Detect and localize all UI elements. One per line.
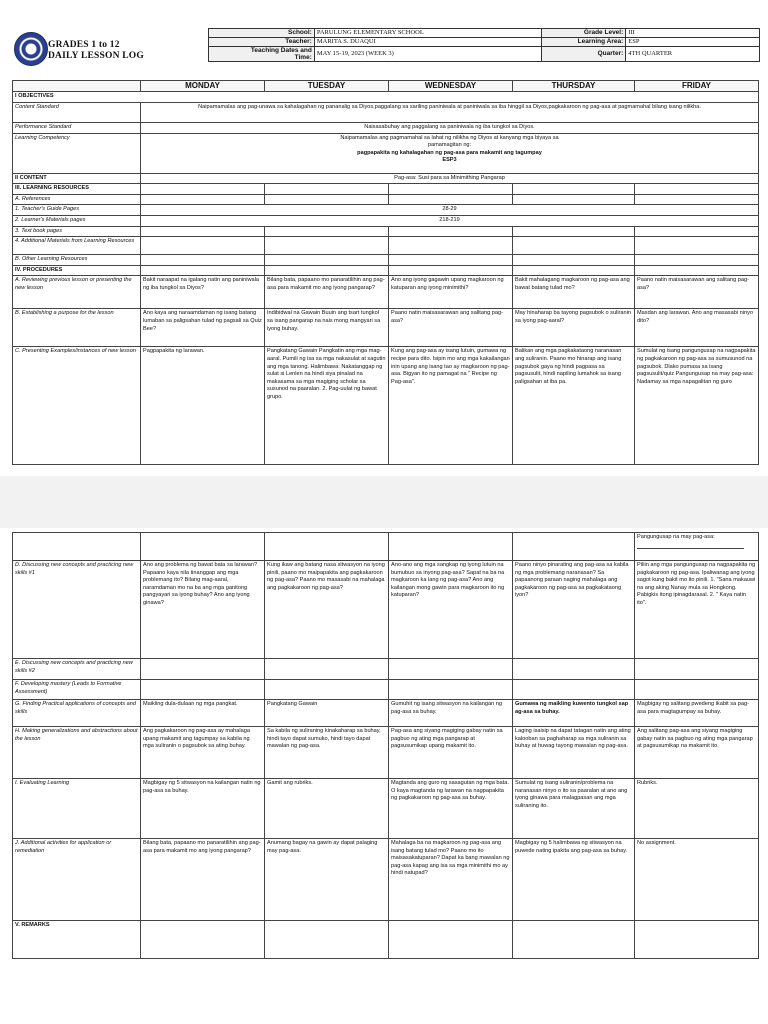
day-header-tuesday: TUESDAY <box>265 81 389 92</box>
page-gap <box>0 476 768 528</box>
learning-competency-text <box>141 133 759 173</box>
learning-resources-heading: III. LEARNING RESOURCES <box>13 184 141 195</box>
learning-area-label: Learning Area: <box>542 38 626 47</box>
teaching-dates-label <box>209 47 315 62</box>
empty-cell <box>513 255 635 266</box>
empty-cell <box>635 226 759 237</box>
procedure-j-label: J. Additional activities for application or remediation <box>13 839 141 921</box>
quarter-label: Quarter: <box>542 47 626 62</box>
procedure-h-wednesday: Pag-asa ang siyang magiging gabay natin sa pagbuo ng ating mga pangarap at pagsusumikap upang makamit ito. <box>389 727 513 779</box>
empty-cell <box>141 226 265 237</box>
empty-cell <box>13 533 141 561</box>
empty-cell <box>141 184 265 195</box>
additional-materials-label: 4. Additional Materials from Learning Resources <box>13 237 141 255</box>
procedure-j-monday: Bilang bata, papaano mo panaratilihin ang pag-asa para makamit mo ang iyong pangarap? <box>141 839 265 921</box>
content-standard-text: Naipamamalas ang pag-unawa sa kahalagahan ng pananalig sa Diyos,paggalang sa sariling paniniwala at paniniwala sa iba hinggil sa Diyos,pagkakaroon ng pag-asa at pagmamahal bilang isang nilikha. <box>141 102 759 122</box>
procedure-b-wednesday: Paano natin maisasarawan ang salitang pag-asa? <box>389 309 513 347</box>
deped-seal-icon <box>14 32 48 66</box>
empty-cell <box>141 237 265 255</box>
day-header-thursday: THURSDAY <box>513 81 635 92</box>
procedure-d-monday: Ano ang problema ng bawat bata sa larawan? Papaano kaya nila tinanggap ang mga problemang ito? Bilang mag-aaral, naramdaman mo na ba ang mga ganitong pangyayari sa iyong buhay? Ano ang iyong ginawa? <box>141 561 265 659</box>
procedure-e-label: E. Discussing new concepts and practicing new skills #2 <box>13 659 141 680</box>
teacher-value: MARITA S. DUAQUI <box>314 38 542 47</box>
empty-cell <box>635 680 759 700</box>
procedure-b-friday: Masdan ang larawan. Ano ang masasabi ninyo dito? <box>635 309 759 347</box>
teaching-dates-value: MAY 15-19, 2023 (WEEK 3) <box>314 47 542 62</box>
empty-cell <box>389 237 513 255</box>
procedures-heading: IV. PROCEDURES <box>13 265 141 276</box>
procedure-i-wednesday: Magtanda ang guro ng sasagutan ng mga bata. O kaya magtanda ng larawan na nagpapakita ng pagkakaroon ng pag-asa sa buhay. <box>389 779 513 839</box>
content-heading: II CONTENT <box>13 173 141 184</box>
empty-cell <box>265 265 389 276</box>
procedure-a-friday: Paano natin maisasarawan ang salitang pag-asa? <box>635 276 759 309</box>
empty-cell <box>265 226 389 237</box>
school-label: School: <box>209 29 315 38</box>
empty-cell <box>635 921 759 959</box>
procedure-g-monday: Maikling dula-dulaan ng mga pangkat. <box>141 700 265 727</box>
empty-cell <box>513 533 635 561</box>
grade-level-value: III <box>626 29 760 38</box>
lesson-log-page-2 <box>0 528 768 1024</box>
procedure-c-tuesday: Pangkatang Gawain Pangkatin ang mga mag-aaral. Pumili ng isa sa mga nakasulat at sagutin ang mga tanong. Halimbawa: Nakatanggap ng sulat si Lenlen na hindi siya pinalad na makasama sa mga magiging scholar sa susunod na paaralan. 2. Pag-uulat ng bawat grupo. <box>265 347 389 465</box>
textbook-pages-label: 3. Text book pages <box>13 226 141 237</box>
empty-cell <box>635 237 759 255</box>
school-value: PARULUNG ELEMENTARY SCHOOL <box>314 29 542 38</box>
procedure-f-label: F. Developing mastery (Leads to Formative Assessment) <box>13 680 141 700</box>
empty-cell <box>389 680 513 700</box>
empty-cell <box>265 533 389 561</box>
learners-materials-label: 2. Learner's Materials pages <box>13 215 141 226</box>
document-header <box>12 28 758 72</box>
friday-continued-text: Pangungusap na may pag-asa: <box>637 534 715 540</box>
empty-cell <box>141 921 265 959</box>
procedure-g-friday: Magbigay ng salitang pwedeng ikabit sa pag-asa para magtagumpay sa buhay. <box>635 700 759 727</box>
empty-cell <box>513 680 635 700</box>
document-title <box>48 40 144 62</box>
references-label: A. References <box>13 194 141 205</box>
procedure-g-label: G. Finding Practical applications of concepts and skills <box>13 700 141 727</box>
procedure-a-monday: Bakit naraapat na igalang natin ang paniniwala ng iba tungkol sa Diyos? <box>141 276 265 309</box>
procedure-a-thursday: Bakit mahalagang magkaroon ng pag-asa ang bawat batang tulad mo? <box>513 276 635 309</box>
empty-cell <box>513 921 635 959</box>
day-header-wednesday: WEDNESDAY <box>389 81 513 92</box>
lesson-log-page-1 <box>0 0 768 476</box>
performance-standard-text: Naisasabuhay ang paggalang sa paniniwala ng iba tungkol sa Diyos. <box>141 122 759 133</box>
procedure-j-tuesday: Anumang bagay na gawin ay dapat palaging may pag-asa. <box>265 839 389 921</box>
procedure-i-thursday: Sumulat ng isang suliranin/problema na naranasan ninyo o ito sa paaralan at ano ang iyong ginawa para malagpasan ang mga suliraning ito. <box>513 779 635 839</box>
day-header-monday: MONDAY <box>141 81 265 92</box>
procedure-a-tuesday: Bilang bata, papaano mo panaratilihin ang pag-asa para makamit mo ang iyong pangarap? <box>265 276 389 309</box>
remarks-label: V. REMARKS <box>13 921 141 959</box>
empty-cell <box>141 255 265 266</box>
answer-blank-line <box>637 542 744 549</box>
empty-cell <box>265 237 389 255</box>
learning-area-value: ESP <box>626 38 760 47</box>
empty-cell <box>635 659 759 680</box>
procedure-i-friday: Rubriks. <box>635 779 759 839</box>
procedure-h-label: H. Making generalizations and abstractions about the lesson <box>13 727 141 779</box>
empty-cell <box>513 194 635 205</box>
procedure-a-label: A. Reviewing previous lesson or presenting the new lesson <box>13 276 141 309</box>
procedure-c-friday-continued <box>635 533 759 561</box>
empty-cell <box>141 265 265 276</box>
grade-level-label: Grade Level: <box>542 29 626 38</box>
procedure-j-thursday: Magbigay ng 5 halimbawa ng sitwasyon na puwede nating ipakita ang pag-asa sa buhay. <box>513 839 635 921</box>
title-line-2: DAILY LESSON LOG <box>48 51 144 61</box>
procedure-b-tuesday: Indibidwal na Gawain Buuin ang tsart tungkol sa isang pangarap na nais mong mangyari sa iyong buhay. <box>265 309 389 347</box>
procedure-d-thursday: Paano ninyo pinarating ang pag-asa sa kabila ng mga problemang naranasan? Sa papaanong paraan naging mahalaga ang pagkakaroon ng pag-asa sa pagkakataong iyon? <box>513 561 635 659</box>
empty-cell <box>141 659 265 680</box>
corner-cell <box>13 81 141 92</box>
quarter-value: 4TH QUARTER <box>626 47 760 62</box>
empty-cell <box>265 659 389 680</box>
empty-cell <box>513 184 635 195</box>
header-info-table <box>208 28 760 62</box>
empty-cell <box>389 226 513 237</box>
lc-line-2: pamamagitan ng: <box>427 142 472 149</box>
procedure-g-wednesday: Gumuhit ng isang sitwasyon na kailangan ng pag-asa sa buhay. <box>389 700 513 727</box>
empty-cell <box>389 533 513 561</box>
lc-line-1: Naipamamalas ang pagmamahal sa lahat ng nilikha ng Diyos at kanyang mga biyaya sa <box>340 134 559 141</box>
procedure-h-monday: Ang pagkakaroon ng pag-asa ay mahalaga upang makamit ang tagumpay sa kabila ng mga suliranin o pagsubok sa ating buhay. <box>141 727 265 779</box>
performance-standard-label: Performance Standard <box>13 122 141 133</box>
procedure-b-monday: Ano kaya ang naraamdaman ng isang batang lumaban sa paligsahan tulad ng pagsali sa Quiz Bee? <box>141 309 265 347</box>
lc-line-4: ESP3 <box>442 157 457 164</box>
procedure-c-monday: Pagpapakita ng larawan. <box>141 347 265 465</box>
procedure-i-monday: Magbigay ng 5 sitwasyon na kailangan natin ng pag-asa sa buhay. <box>141 779 265 839</box>
empty-cell <box>513 659 635 680</box>
empty-cell <box>389 265 513 276</box>
empty-cell <box>635 265 759 276</box>
procedure-c-wednesday: Kung ang pag-asa ay isang lutuin, gumawa ng recipe para dito. Isipin mo ang mga kakailangan inin upang ang isang tao ay magkaroon ng pag-asa. Bigyan ito ng pamagat na " Recipe ng Pag-asa". <box>389 347 513 465</box>
other-resources-label: B. Other Learning Resources <box>13 255 141 266</box>
procedure-i-tuesday: Gamit ang rubriks. <box>265 779 389 839</box>
empty-cell <box>141 680 265 700</box>
empty-cell <box>635 255 759 266</box>
empty-cell <box>389 921 513 959</box>
procedure-g-thursday: Gumawa ng maikling kuwento tungkol sap ag-asa sa buhay. <box>513 700 635 727</box>
teachers-guide-pages: 28-29 <box>141 205 759 216</box>
procedure-i-label: I. Evaluating Learning <box>13 779 141 839</box>
empty-cell <box>513 237 635 255</box>
procedure-g-tuesday: Pangkatang Gawain <box>265 700 389 727</box>
empty-cell <box>265 680 389 700</box>
teachers-guide-label: 1. Teacher's Guide Pages <box>13 205 141 216</box>
empty-cell <box>635 194 759 205</box>
objectives-heading: I OBJECTIVES <box>13 92 759 103</box>
procedure-b-thursday: May hinaharap ba tayong pagsubok o suliranin sa iyong pag-aaral? <box>513 309 635 347</box>
procedure-d-wednesday: Ano-ano ang mga sangkap ng iyong lutuin na bumubuo sa inyong pag-asa? Sapat na ba na magkaroon ka lang ng pag-asa? Ano ang kailangan mong gawin para magkaroon ito ng katuparan? <box>389 561 513 659</box>
procedure-h-friday: Ang salitang pag-asa ang siyang magiging gabay natin sa pagbuo ng ating mga pangarap at pagsusumikap na makamit ito. <box>635 727 759 779</box>
empty-cell <box>389 194 513 205</box>
lesson-table-1 <box>12 80 759 465</box>
procedure-d-tuesday: Kung ikaw ang batang nasa sitwasyon na iyong pinili, paano mo maipapakita ang pagkakaroon ng pag-asa? Paano mo masasabi na mahalaga ang pagkakaroon ng pag-asa? <box>265 561 389 659</box>
day-header-friday: FRIDAY <box>635 81 759 92</box>
procedure-h-tuesday: Sa kabila ng suliraning kinakaharap sa buhay, hindi tayo dapat sumuko, hindi tayo dapat mawalan ng pag-asa. <box>265 727 389 779</box>
procedure-d-friday: Piliin ang mga pangungusap na nagpapakita ng pagkakaroon ng pag-asa. Ipaliwanag ang iyong sagot kung bakit mo ito pinili. 1. "Sana makauwi na ang aking Nanay mula sa Hongkong. Pabigkis itong ipinagdarasal. 2. " Kaya natin ito". <box>635 561 759 659</box>
procedure-c-friday: Sumulat ng isang pangungusap na nagpapakita ng pagkakaroon ng pag-asa sa sumusunod na pagsubok. Dlako pumasa sa isang pagsusulit/quiz Pangungusap na may pag-asa: Nadamay sa mga napagalitan ng guro <box>635 347 759 465</box>
procedure-a-wednesday: Ano ang iyong gagawin upang magkaroon ng katuparan ang iyong minimithi? <box>389 276 513 309</box>
teaching-dates-label-1: Teaching Dates and <box>250 47 312 54</box>
empty-cell <box>141 194 265 205</box>
procedure-c-thursday: Balikan ang mga pagkakataong naranasan ang suliranin. Paano mo hinarap ang isang pagsubok gaya ng hindi pagpasa sa pagsusulit, hindi napiling lumahok sa isang paligsahan at iba pa. <box>513 347 635 465</box>
lesson-table-2 <box>12 532 759 959</box>
procedure-j-wednesday: Mahalaga ba na magkaroon ng pag-asa ang isang batang tulad mo? Paano mo ito maisasakatuparan? Dapat ka bang mawalan ng pag-asa kapag ang isa sa mga minimithi mo ay hindi natupad? <box>389 839 513 921</box>
procedure-b-label: B. Establishing a purpose for the lesson <box>13 309 141 347</box>
content-text: Pag-asa: Susi para sa Minimithing Pangarap <box>141 173 759 184</box>
empty-cell <box>265 921 389 959</box>
procedure-d-label: D. Discussing new concepts and practicing new skills #1 <box>13 561 141 659</box>
empty-cell <box>265 184 389 195</box>
empty-cell <box>389 659 513 680</box>
empty-cell <box>513 265 635 276</box>
learners-materials-pages: 218-219 <box>141 215 759 226</box>
procedure-h-thursday: Laging isaisip na dapat tatagan natin ang ating kalooban sa paghaharap sa mga suliranin sa buhay at huwag tayong mawalan ng pag-asa. <box>513 727 635 779</box>
empty-cell <box>265 194 389 205</box>
empty-cell <box>141 533 265 561</box>
empty-cell <box>389 255 513 266</box>
empty-cell <box>635 184 759 195</box>
procedure-c-label: C. Presenting Examples/instances of new lesson <box>13 347 141 465</box>
lc-line-3: pagpapakita ng kahalagahan ng pag-asa para makamit ang tagumpay <box>357 149 542 156</box>
empty-cell <box>389 184 513 195</box>
empty-cell <box>265 255 389 266</box>
title-line-1: GRADES 1 to 12 <box>48 40 120 50</box>
content-standard-label: Content Standard <box>13 102 141 122</box>
empty-cell <box>513 226 635 237</box>
teacher-label: Teacher: <box>209 38 315 47</box>
teaching-dates-label-2: Time: <box>294 54 312 61</box>
procedure-j-friday: No assignment. <box>635 839 759 921</box>
learning-competency-label: Learning Competency <box>13 133 141 173</box>
